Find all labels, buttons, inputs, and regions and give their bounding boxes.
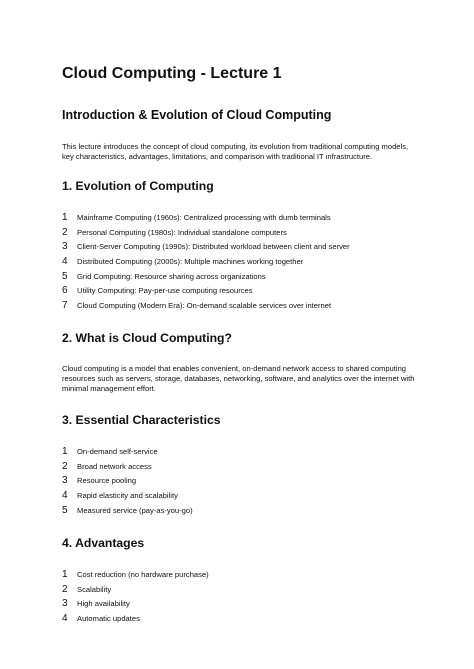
list-item bbox=[62, 598, 434, 613]
list-number: 3 bbox=[62, 475, 68, 487]
section-heading-characteristics: 3. Essential Characteristics bbox=[62, 413, 221, 428]
list-number: 2 bbox=[62, 460, 68, 472]
list-item bbox=[62, 241, 434, 256]
list-text: Broad network access bbox=[77, 461, 152, 471]
list-item bbox=[62, 300, 434, 315]
document-subtitle: Introduction & Evolution of Cloud Computing bbox=[62, 108, 332, 122]
list-number: 1 bbox=[62, 212, 68, 224]
list-item bbox=[62, 475, 434, 490]
list-item bbox=[62, 256, 434, 271]
section-heading-evolution: 1. Evolution of Computing bbox=[62, 179, 214, 194]
list-text: Distributed Computing (2000s): Multiple machines working together bbox=[77, 256, 304, 266]
list-number: 4 bbox=[62, 255, 68, 267]
list-item bbox=[62, 584, 434, 599]
section-heading-advantages: 4. Advantages bbox=[62, 536, 145, 551]
list-number: 3 bbox=[62, 598, 68, 610]
list-item bbox=[62, 285, 434, 300]
list-text: Scalability bbox=[77, 584, 112, 594]
list-item bbox=[62, 613, 434, 628]
list-number: 4 bbox=[62, 612, 68, 624]
list-number: 5 bbox=[62, 504, 68, 516]
list-text: Cloud Computing (Modern Era): On-demand scalable services over internet bbox=[77, 300, 332, 310]
list-item bbox=[62, 505, 434, 520]
list-number: 2 bbox=[62, 226, 68, 238]
list-text: On-demand self-service bbox=[77, 447, 158, 457]
list-item bbox=[62, 227, 434, 242]
list-number: 7 bbox=[62, 299, 68, 311]
list-item bbox=[62, 569, 434, 584]
advantages-list bbox=[62, 569, 434, 627]
list-text: Client-Server Computing (1990s): Distributed workload between client and server bbox=[77, 242, 350, 252]
list-text: Utility Computing: Pay-per-use computing resources bbox=[77, 286, 253, 296]
list-text: Mainframe Computing (1960s): Centralized processing with dumb terminals bbox=[77, 213, 331, 223]
section-heading-what-is: 2. What is Cloud Computing? bbox=[62, 331, 232, 346]
list-text: High availability bbox=[77, 599, 130, 609]
what-is-paragraph: Cloud computing is a model that enables convenient, on-demand network access to shared computing resources such as servers, storage, databases, networking, software, and analytics over the internet with minimal management effort. bbox=[62, 364, 415, 393]
list-text: Personal Computing (1980s): Individual standalone computers bbox=[77, 227, 287, 237]
list-text: Measured service (pay-as-you-go) bbox=[77, 505, 193, 515]
list-text: Cost reduction (no hardware purchase) bbox=[77, 570, 209, 580]
list-number: 1 bbox=[62, 446, 68, 458]
list-number: 3 bbox=[62, 241, 68, 253]
list-text: Resource pooling bbox=[77, 476, 137, 486]
intro-paragraph: This lecture introduces the concept of cloud computing, its evolution from traditional computing models, key characteristics, advantages, limitations, and comparison with traditional IT infrastructure. bbox=[62, 142, 409, 161]
list-number: 1 bbox=[62, 569, 68, 581]
characteristics-list bbox=[62, 446, 434, 519]
list-number: 2 bbox=[62, 583, 68, 595]
list-item bbox=[62, 490, 434, 505]
list-item bbox=[62, 271, 434, 286]
list-text: Automatic updates bbox=[77, 613, 140, 623]
list-item bbox=[62, 446, 434, 461]
list-number: 5 bbox=[62, 270, 68, 282]
list-text: Grid Computing: Resource sharing across organizations bbox=[77, 271, 266, 281]
evolution-list bbox=[62, 212, 434, 314]
list-item bbox=[62, 461, 434, 476]
list-number: 4 bbox=[62, 489, 68, 501]
list-item bbox=[62, 212, 434, 227]
document-title: Cloud Computing - Lecture 1 bbox=[62, 65, 282, 82]
list-number: 6 bbox=[62, 285, 68, 297]
list-text: Rapid elasticity and scalability bbox=[77, 490, 178, 500]
